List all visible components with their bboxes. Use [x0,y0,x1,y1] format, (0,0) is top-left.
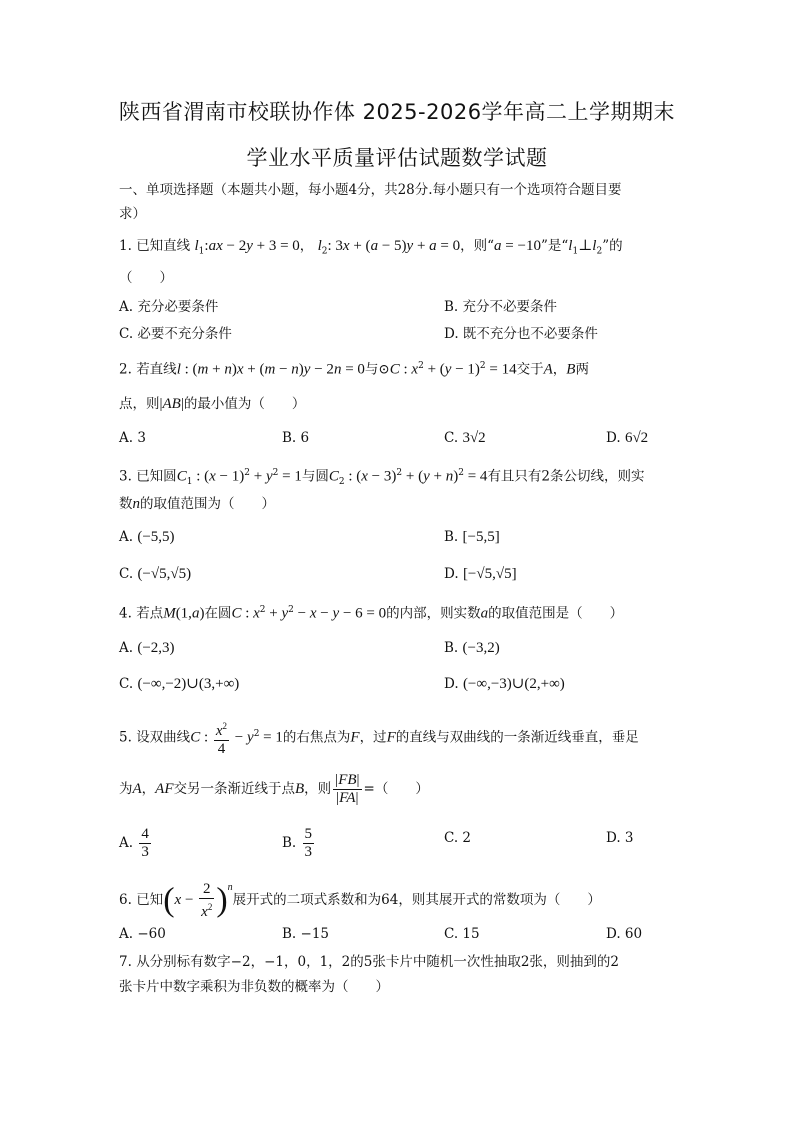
option-a: A. (−5,5) [119,529,175,545]
question-number: 2. [119,361,132,378]
question-text: 交于 [516,361,544,378]
page-title-line2: 学业水平质量评估试题数学试题 [246,146,548,170]
question-7-line2: 张卡片中数字乘积为非负数的概率为（ ） [119,979,389,995]
option-d: D. 3 [606,830,634,846]
option-d: D. (−∞,−3)∪(2,+∞) [444,676,565,692]
question-text: 已知直线 [136,238,191,254]
option-d: D. 60 [606,926,643,942]
option-b: B. [−5,5] [444,529,500,545]
question-text: 与圆 [301,468,329,485]
question-number: 3. [119,468,132,485]
option-c: C. 3√2 [444,430,486,446]
question-number: 7. [119,954,132,970]
question-5: 5. 设双曲线C : $\frac{x^2}{4}$ − $y^2 = 1$的右焦点为F，过F的直线与双曲线的一条渐近线垂直，垂足 [119,718,639,758]
question-text: 两 [575,361,589,378]
question-5-line2: 为A，AF交另一条渐近线于点B，则 $\frac{|FB|}{|FA|}$ =（ ） [119,772,429,806]
question-text: ”的 [602,238,623,254]
option-d: D. [−√5,√5] [444,566,517,582]
page-title-line1: 陕西省渭南市校联协作体 2025-2026学年高二上学期期末 [118,100,676,124]
section-heading-cont: 求） [119,206,146,222]
question-1: 1. 已知直线 $l_1:ax - 2y + 3 = 0$， $l_2$: 3x + (a − 5)y + a = 0，则“a = −10”是“$l_1\perp l_2$”的 [119,238,623,257]
question-text: 有且只有2条公切线，则实 [487,468,645,485]
section-heading: 一、单项选择题（本题共小题，每小题4分，共28分.每小题只有一个选项符合题目要 [119,182,622,198]
option-b: B. −15 [282,926,329,942]
question-4: 4. 若点M(1,a)在圆C : $x^2 + y^2 - x - y - 6 = 0$的内部，则实数a的取值范围是（ ） [119,605,624,622]
question-text: ，则“ [460,238,495,254]
option-a: A. (−2,3) [119,640,175,656]
option-b: B. (−3,2) [444,640,500,656]
option-b: B. 6 [282,430,310,446]
question-number: 5. [119,729,132,746]
question-text: 已知圆 [136,468,177,485]
question-text: 与⊙ [364,361,390,378]
question-3-line2: 数n的取值范围为（ ） [119,496,275,512]
option-c: C. 15 [444,926,480,942]
question-6: 6. 已知(x − $\frac{2}{x^2}$ )$^n$展开式的二项式系数和为64，则其展开式的常数项为（ ） [119,880,601,920]
option-c: C. (−∞,−2)∪(3,+∞) [119,676,240,692]
question-number: 1. [119,238,132,254]
question-number: 6. [119,892,132,908]
option-c: C. 2 [444,830,472,846]
question-3: 3. 已知圆$C_1$ : $(x - 1)^2 + y^2 = 1$与圆$C_2$ : $(x - 3)^2 + (y + n)^2 = 4$有且只有2条公切线，则实 [119,468,645,488]
option-a: A. −60 [119,926,166,942]
option-d: D. 6√2 [606,430,649,446]
option-b: B. $\frac{5}{3}$ [282,826,313,860]
question-7: 7. 从分别标有数字−2，−1，0，1，2的5张卡片中随机一次性抽取2张，则抽到的2 [119,954,620,970]
answer-paren: （ ） [119,270,173,286]
question-text: 的最小值为（ ） [183,396,306,412]
option-b: B. 充分不必要条件 [444,299,558,315]
question-text: ”是“ [540,238,569,254]
option-a: A. 充分必要条件 [119,299,219,315]
question-2: 2. 若直线l : (m + n)x + (m − n)y − 2n = 0与⊙C : $x^2 + (y - 1)^2 = 14$交于A，B两 [119,361,589,378]
question-number: 4. [119,605,132,622]
option-a: A. $\frac{4}{3}$ [119,826,149,860]
option-a: A. 3 [119,430,146,446]
option-d: D. 既不充分也不必要条件 [444,326,598,342]
question-text: 若直线 [136,361,177,378]
question-text: 点，则 [119,396,160,412]
option-c: C. 必要不充分条件 [119,326,232,342]
question-2-line2: 点，则|AB|的最小值为（ ） [119,396,306,412]
option-c: C. (−√5,√5) [119,566,192,582]
